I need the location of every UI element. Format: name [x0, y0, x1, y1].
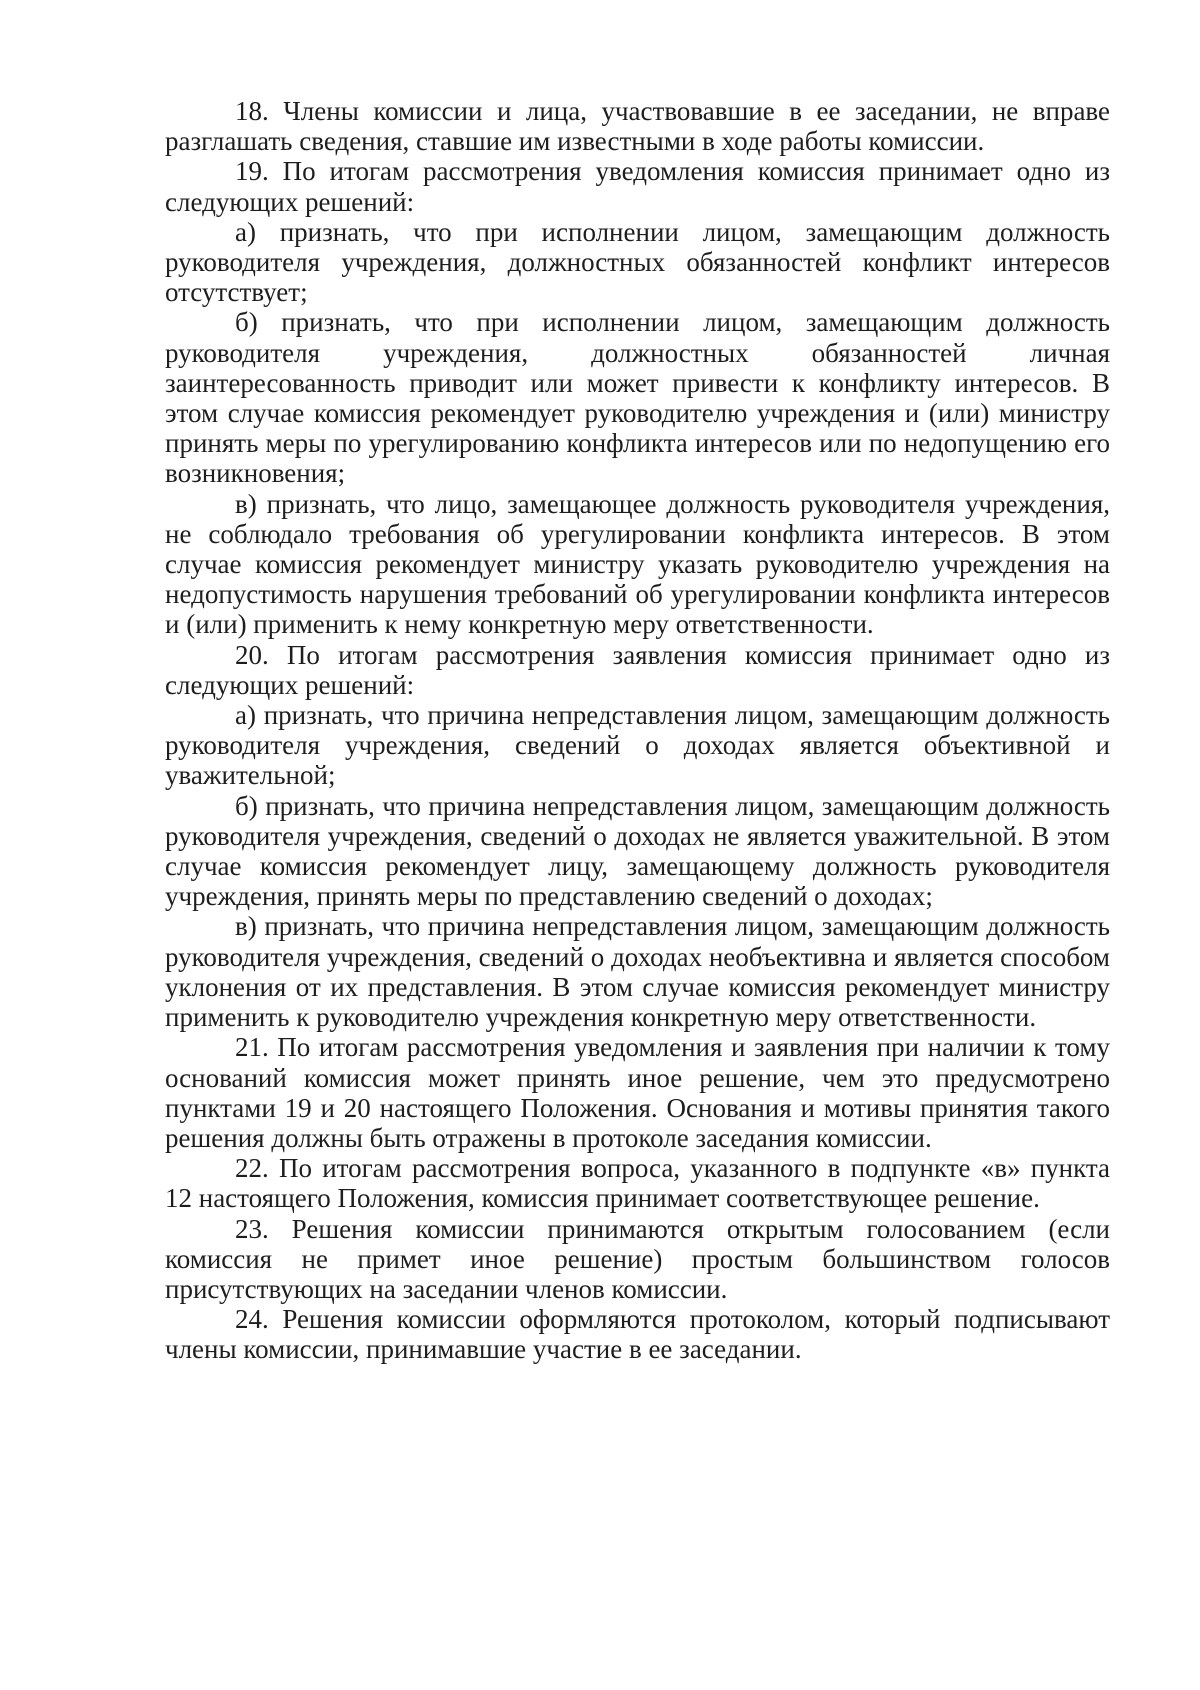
- paragraph-19: 19. По итогам рассмотрения уведомления комиссия принимает одно из следующих решений:: [165, 156, 1110, 217]
- paragraph-18: 18. Члены комиссии и лица, участвовавшие в ее заседании, не вправе разглашать сведения, ставшие им известными в ходе работы комиссии.: [165, 96, 1110, 157]
- paragraph-19-a: а) признать, что при исполнении лицом, замещающим должность руководителя учреждения, должностных обязанностей конфликт интересов отсутствует;: [165, 216, 1110, 308]
- paragraph-20-b: б) признать, что причина непредставления лицом, замещающим должность руководителя учреждения, сведений о доходах не является уважительной. В этом случае комиссия рекомендует лицу, замещающему должность руководителя учреждения, принять меры по представлению сведений о доходах;: [165, 790, 1110, 912]
- paragraph-20: 20. По итогам рассмотрения заявления комиссия принимает одно из следующих решений:: [165, 639, 1110, 700]
- paragraph-21: 21. По итогам рассмотрения уведомления и заявления при наличии к тому оснований комиссия может принять иное решение, чем это предусмотрено пунктами 19 и 20 настоящего Положения. Основания и мотивы принятия такого решения должны быть отражены в протоколе заседания комиссии.: [165, 1032, 1110, 1153]
- paragraph-19-v: в) признать, что лицо, замещающее должность руководителя учреждения, не соблюдало требования об урегулировании конфликта интересов. В этом случае комиссия рекомендует министру указать руководителю учреждения на недопустимость нарушения требований об урегулировании конфликта интересов и (или) применить к нему конкретную меру ответственности.: [165, 488, 1110, 640]
- paragraph-20-a: а) признать, что причина непредставления лицом, замещающим должность руководителя учреждения, сведений о доходах является объективной и уважительной;: [165, 700, 1110, 791]
- document-page: [165, 96, 1110, 1365]
- paragraph-19-b: б) признать, что при исполнении лицом, замещающим должность руководителя учреждения, должностных обязанностей личная заинтересованность приводит или может привести к конфликту интересов. В этом случае комиссия рекомендует руководителю учреждения и (или) министру принять меры по урегулированию конфликта интересов или по недопущению его возникновения;: [165, 307, 1110, 489]
- paragraph-22: 22. По итогам рассмотрения вопроса, указанного в подпункте «в» пункта 12 настоящего Положения, комиссия принимает соответствующее решение.: [165, 1153, 1110, 1214]
- paragraph-24: 24. Решения комиссии оформляются протоколом, который подписывают члены комиссии, принимавшие участие в ее заседании.: [165, 1304, 1110, 1365]
- paragraph-23: 23. Решения комиссии принимаются открытым голосованием (если комиссия не примет иное решение) простым большинством голосов присутствующих на заседании членов комиссии.: [165, 1213, 1110, 1304]
- paragraph-20-v: в) признать, что причина непредставления лицом, замещающим должность руководителя учреждения, сведений о доходах необъективна и является способом уклонения от их представления. В этом случае комиссия рекомендует министру применить к руководителю учреждения конкретную меру ответственности.: [165, 911, 1110, 1033]
